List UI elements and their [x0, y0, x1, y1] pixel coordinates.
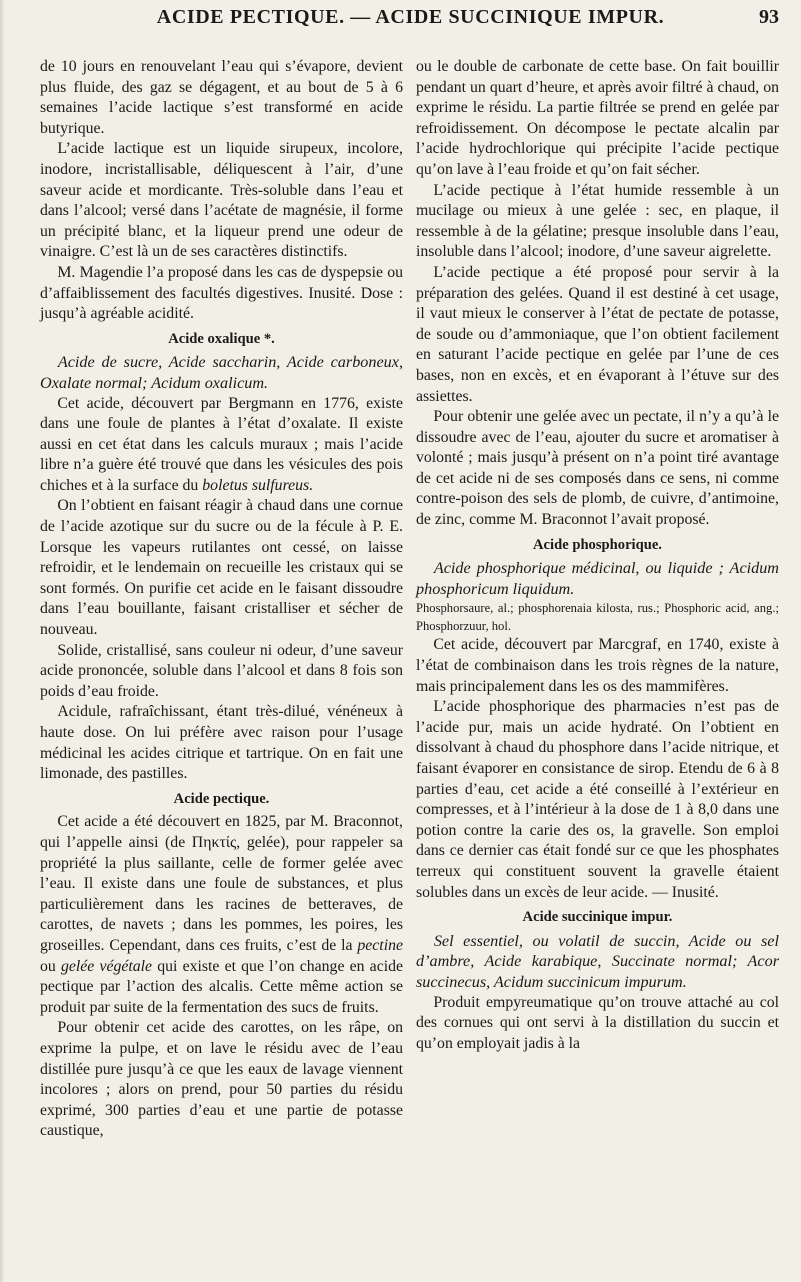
paragraph: L’acide pectique a été proposé pour servir à la préparation des gelées. Quand il est destiné à cet usage, il vaut mieux le conserver à l’état de pectate de potasse, de soude ou d’ammoniaque, que l’on obtient facilement en saturant l’acide pectique en gelée par l’une de ces bases, non en excès, et en évaporant à l’étuve sur des assiettes.: [416, 263, 779, 405]
term-gelee-vegetale: gelée végétale: [60, 957, 153, 975]
right-column: [416, 57, 779, 1054]
species-name: boletus sulfureus.: [202, 476, 314, 494]
paragraph: On l’obtient en faisant réagir à chaud dans une cornue de l’acide azotique sur du sucre ou de la fécule à P. E. Lorsque les vapeurs rutilantes ont cessé, on laisse refroidir, et le lendemain on recueille les cristaux qui se sont formés. On purifie cet acide en le faisant dissoudre dans l’eau bouillante, faisant cristalliser et sécher de nouveau.: [40, 497, 403, 639]
section-heading-oxalique: Acide oxalique *.: [168, 330, 275, 347]
paragraph-text: qui existe et que l’on change en acide pectique par l’action des alcalis. Cette même action se produit par suite de la fermentation des sucs de fruits.: [40, 957, 404, 1016]
paragraph: [40, 812, 403, 1018]
paragraph: L’acide phosphorique des pharmacies n’est pas de l’acide pur, mais un acide hydraté. On l’obtient en dissolvant à chaud du phosphore dans l’acide nitrique, et faisant évaporer en consistance de sirop. Etendu de 6 à 8 parties d’eau, cet acide a été conseillé à l’extérieur en compresses, et à l’intérieur à la dose de 1 à 8,0 dans une potion contre la carie des os, la gravelle. Son emploi dans ce dernier cas était fondé sur ce que les phosphates terreux qui constituent souvent la gravelle étaient solubles dans un excès de leur acide. — Inusité.: [416, 698, 779, 901]
paragraph: Solide, cristallisé, sans couleur ni odeur, d’une saveur acide prononcée, soluble dans l’alcool et dans 8 fois son poids d’eau froide.: [40, 641, 403, 700]
paragraph: L’acide pectique à l’état humide ressemble à un mucilage ou mieux à une gelée : sec, en plaque, il ressemble à de la gélatine; presque insoluble dans l’eau, insoluble dans l’alcool; inodore, d’une saveur aigrelette.: [416, 181, 779, 261]
paragraph: Cet acide, découvert par Marcgraf, en 1740, existe à l’état de combinaison dans les trois règnes de la nature, mais principalement dans les os des mammifères.: [416, 636, 779, 695]
page-number: 93: [759, 6, 779, 28]
synonym-names: Acide de sucre, Acide saccharin, Acide carboneux, Oxalate normal; Acidum oxalicum.: [40, 353, 403, 392]
left-column: [40, 57, 403, 1142]
paragraph: de 10 jours en renouvelant l’eau qui s’évapore, devient plus fluide, des gaz se dégagent, et au bout de 5 à 6 semaines l’acide lactique s’est transformé en acide butyrique.: [40, 58, 403, 137]
running-header: [34, 2, 787, 30]
paragraph: Produit empyreumatique qu’on trouve attaché au col des cornues qui ont servi à la distillation du succin et qu’on employait jadis à la: [416, 993, 779, 1052]
term-pectine: pectine: [357, 936, 403, 954]
paragraph: Acidule, rafraîchissant, étant très-dilué, vénéneux à haute dose. On lui préfère avec raison pour l’usage médicinal les acides citrique et tartrique. On en fait une limonade, des pastilles.: [40, 703, 403, 783]
section-heading-succinique: Acide succinique impur.: [522, 909, 673, 926]
paragraph: M. Magendie l’a proposé dans les cas de dyspepsie ou d’affaiblissement des facultés digestives. Inusité. Dose : jusqu’à agréable acidité.: [40, 263, 403, 323]
synonym-names: Sel essentiel, ou volatil de succin, Acide ou sel d’ambre, Acide karabique, Succinate normal; Acor succinecus, Acidum succinicum impurum.: [416, 931, 779, 991]
section-heading-phosphorique: Acide phosphorique.: [533, 536, 662, 553]
section-heading-pectique: Acide pectique.: [173, 790, 270, 807]
synonym-names: Acide phosphorique médicinal, ou liquide ; Acidum phosphoricum liquidum.: [416, 559, 779, 598]
paragraph: ou le double de carbonate de cette base. On fait bouillir pendant un quart d’heure, et après avoir filtré à chaud, on exprime le résidu. La partie filtrée se prend en gelée par refroidissement. On décompose le pectate alcalin par l’acide hydrochlorique qui précipite l’acide pectique qu’on lave à l’eau froide et qu’on fait sécher.: [416, 58, 779, 178]
paragraph-text: Cet acide a été découvert en 1825, par M. Braconnot, qui l’appelle ainsi (de Πηκτίς, gelée), pour rappeler sa propriété la plus saillante, celle de former gelée avec l’eau. Il existe dans une foule de substances, et plus particulièrement dans les racines de betteraves, de carottes, de navets ; dans les pommes, les poires, les groseilles. Cependant, dans ces fruits, c’est de la: [40, 813, 403, 954]
paragraph: Pour obtenir cet acide des carottes, on les râpe, on exprime la pulpe, et on lave le résidu avec de l’eau distillée pure jusqu’à ce que les eaux de lavage viennent incolores ; alors on prend, pour 50 parties du résidu exprimé, 300 parties d’eau et une partie de potasse caustique,: [40, 1019, 403, 1140]
paragraph-text: ou: [40, 957, 56, 975]
binding-shadow: [0, 0, 5, 1282]
paragraph: Pour obtenir une gelée avec un pectate, il n’y a qu’à le dissoudre avec de l’eau, ajouter du sucre et aromatiser à volonté ; mais jusqu’à présent on n’a point tiré avantage de cet acide ni de ses composés dans ce sens, ni comme contre-poison des sels de plomb, de cuivre, d’antimoine, de zinc, comme M. Braconnot l’avait proposé.: [416, 408, 779, 529]
paragraph: L’acide lactique est un liquide sirupeux, incolore, inodore, incristallisable, déliquescent à l’air, d’une saveur acide et mordicante. Très-soluble dans l’eau et dans l’alcool; versé dans l’acétate de magnésie, il forme un précipité blanc, et la liqueur prend une odeur de vinaigre. C’est là un de ses caractères distinctifs.: [40, 140, 403, 261]
paragraph-text: Cet acide, découvert par Bergmann en 1776, existe dans une foule de plantes à l’état d’oxalate. Il existe aussi en cet état dans les calculs muraux ; mais l’acide libre n’a guère été trouvé que dans les vésicules des pois chiches et à la surface du: [40, 394, 403, 494]
header-title: ACIDE PECTIQUE. — ACIDE SUCCINIQUE IMPUR.: [156, 6, 665, 28]
paragraph: [40, 394, 403, 497]
foreign-synonyms: Phosphorsaure, al.; phosphorenaia kilosta, rus.; Phosphoric acid, ang.; Phosphorzuur, hol.: [416, 601, 779, 634]
